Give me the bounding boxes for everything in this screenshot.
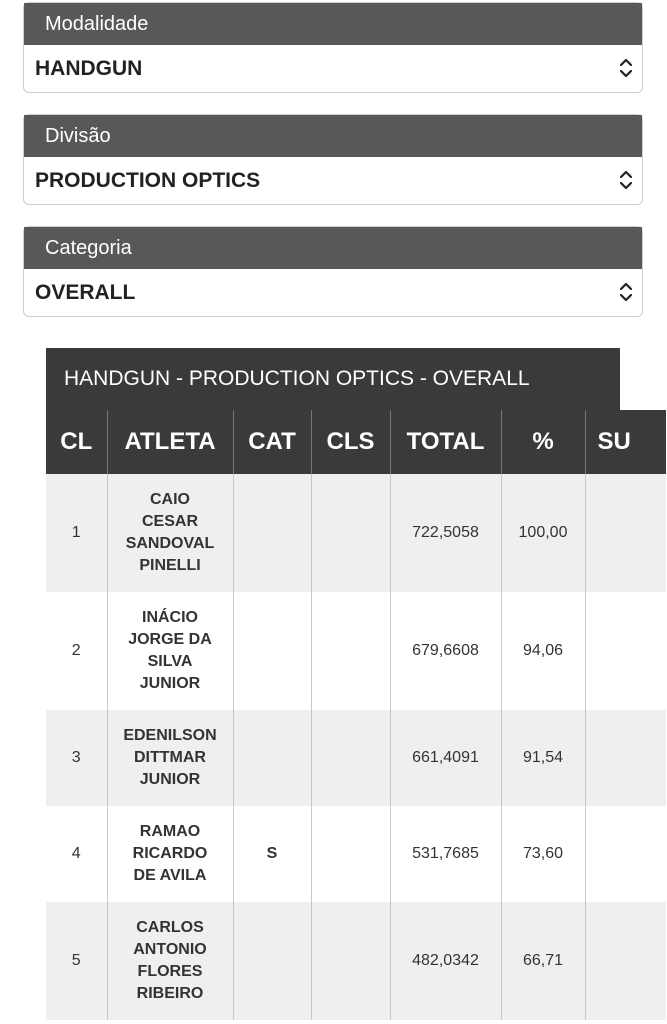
categoria-label: Categoria xyxy=(24,227,642,269)
atleta-line: RAMAO xyxy=(139,823,201,840)
chevron-up-down-icon xyxy=(618,169,634,191)
modalidade-label: Modalidade xyxy=(24,3,642,45)
cell-pct: 73,60 xyxy=(501,806,585,902)
cell-cl: 2 xyxy=(46,592,107,710)
categoria-selected-text: OVERALL xyxy=(35,281,136,304)
header-cat[interactable]: CAT xyxy=(233,410,311,474)
cell-cl: 4 xyxy=(46,806,107,902)
cell-cat xyxy=(233,592,311,710)
chevron-up-down-icon xyxy=(618,281,634,303)
header-cl[interactable]: CL xyxy=(46,410,107,474)
divisao-value[interactable] xyxy=(24,157,642,204)
cell-atleta xyxy=(107,592,233,710)
atleta-line: JORGE DA xyxy=(128,631,212,648)
cell-cl: 5 xyxy=(46,902,107,1020)
cell-atleta xyxy=(107,806,233,902)
table-row[interactable] xyxy=(46,902,666,1020)
header-pct[interactable]: % xyxy=(501,410,585,474)
cell-total: 722,5058 xyxy=(390,474,501,592)
atleta-line: RICARDO xyxy=(132,845,208,862)
table-header-row xyxy=(46,410,666,474)
table-row[interactable] xyxy=(46,806,666,902)
cell-cat xyxy=(233,474,311,592)
cell-cl: 3 xyxy=(46,710,107,806)
cell-cat xyxy=(233,902,311,1020)
atleta-line: DITTMAR xyxy=(134,749,206,766)
cell-next xyxy=(585,806,666,902)
atleta-line: SILVA xyxy=(147,653,193,670)
atleta-line: INÁCIO xyxy=(142,609,198,626)
cell-total: 482,0342 xyxy=(390,902,501,1020)
chevron-up-down-icon xyxy=(618,57,634,79)
modalidade-value[interactable] xyxy=(24,45,642,92)
table-row[interactable] xyxy=(46,592,666,710)
atleta-line: ANTONIO xyxy=(133,941,207,958)
cell-cls xyxy=(311,710,390,806)
modalidade-select[interactable] xyxy=(23,2,643,93)
categoria-value[interactable] xyxy=(24,269,642,316)
cell-next xyxy=(585,902,666,1020)
cell-pct: 91,54 xyxy=(501,710,585,806)
cell-cls xyxy=(311,902,390,1020)
modalidade-selected-text: HANDGUN xyxy=(35,57,143,80)
atleta-line: CAIO xyxy=(150,491,190,508)
atleta-line: CARLOS xyxy=(136,919,204,936)
categoria-select[interactable] xyxy=(23,226,643,317)
cell-cat xyxy=(233,710,311,806)
header-cls[interactable]: CLS xyxy=(311,410,390,474)
cell-cl: 1 xyxy=(46,474,107,592)
cell-pct: 100,00 xyxy=(501,474,585,592)
cell-cat: S xyxy=(233,806,311,902)
header-total[interactable]: TOTAL xyxy=(390,410,501,474)
atleta-line: FLORES xyxy=(137,963,203,980)
atleta-line: EDENILSON xyxy=(123,727,217,744)
atleta-line: PINELLI xyxy=(139,557,201,574)
cell-cls xyxy=(311,474,390,592)
header-next-clipped[interactable]: SU xyxy=(585,410,666,474)
table-row[interactable] xyxy=(46,710,666,806)
header-atleta[interactable]: ATLETA xyxy=(107,410,233,474)
cell-atleta xyxy=(107,902,233,1020)
cell-atleta xyxy=(107,474,233,592)
cell-next xyxy=(585,592,666,710)
atleta-line: JUNIOR xyxy=(139,675,201,692)
cell-total: 661,4091 xyxy=(390,710,501,806)
atleta-line: JUNIOR xyxy=(139,771,201,788)
cell-next xyxy=(585,710,666,806)
cell-total: 679,6608 xyxy=(390,592,501,710)
atleta-line: CESAR xyxy=(141,513,198,530)
divisao-label: Divisão xyxy=(24,115,642,157)
table-title: HANDGUN - PRODUCTION OPTICS - OVERALL xyxy=(46,348,620,410)
atleta-line: DE AVILA xyxy=(133,867,207,884)
cell-cls xyxy=(311,592,390,710)
cell-pct: 94,06 xyxy=(501,592,585,710)
atleta-line: RIBEIRO xyxy=(136,985,204,1002)
cell-pct: 66,71 xyxy=(501,902,585,1020)
atleta-line: SANDOVAL xyxy=(125,535,215,552)
cell-total: 531,7685 xyxy=(390,806,501,902)
cell-cls xyxy=(311,806,390,902)
table-row[interactable] xyxy=(46,474,666,592)
cell-next xyxy=(585,474,666,592)
divisao-select[interactable] xyxy=(23,114,643,205)
cell-atleta xyxy=(107,710,233,806)
results-table-container[interactable] xyxy=(46,348,631,1024)
results-table xyxy=(46,410,666,1020)
divisao-selected-text: PRODUCTION OPTICS xyxy=(35,169,261,192)
